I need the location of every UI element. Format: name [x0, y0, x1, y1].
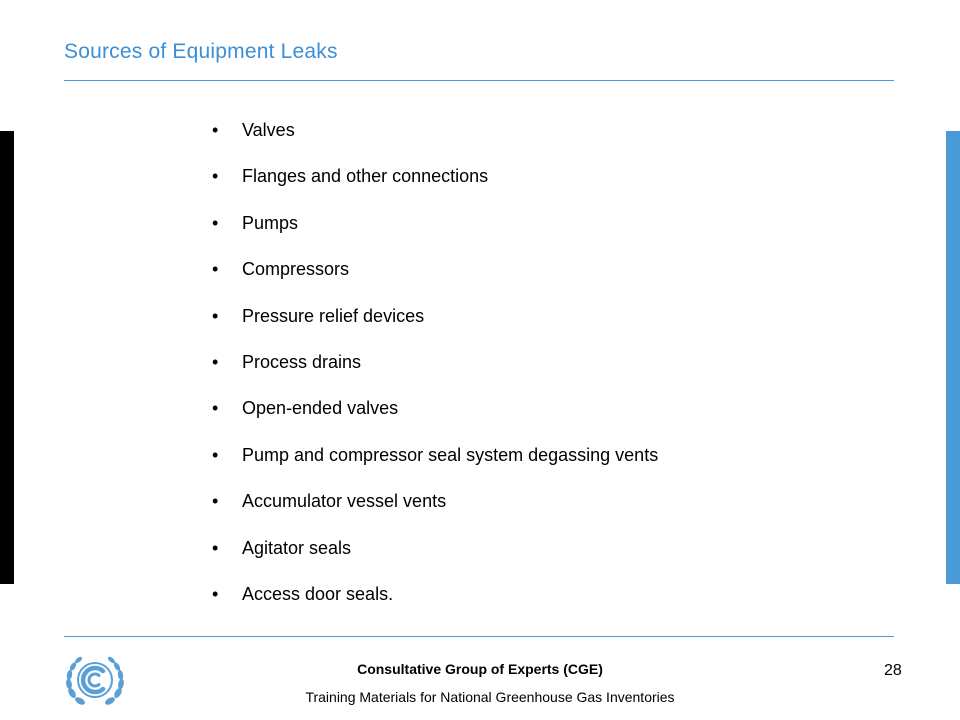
- bullet-marker: •: [212, 491, 219, 512]
- bullet-marker: •: [212, 259, 219, 280]
- list-item: [212, 582, 658, 628]
- list-item-text: Pump and compressor seal system degassing vents: [242, 444, 659, 465]
- list-item-text: Access door seals.: [242, 583, 394, 604]
- page-number: 28: [884, 662, 902, 679]
- list-item-text: Valves: [242, 120, 295, 140]
- bullet-marker: •: [212, 212, 219, 233]
- bullet-marker: •: [212, 351, 219, 372]
- list-item-text: Process drains: [242, 351, 362, 372]
- right-accent-bar: [946, 131, 960, 584]
- list-item: [212, 304, 658, 350]
- list-item-text: Pumps: [242, 212, 299, 233]
- bullet-marker: •: [212, 120, 219, 140]
- list-item: [212, 536, 658, 582]
- list-item-text: Pressure relief devices: [242, 305, 425, 326]
- slide-title: Sources of Equipment Leaks: [64, 40, 338, 63]
- list-item: [212, 211, 658, 257]
- list-item: [212, 489, 658, 535]
- list-item: [212, 164, 658, 210]
- bullet-marker: •: [212, 305, 219, 326]
- bullet-marker: •: [212, 398, 219, 419]
- bullet-marker: •: [212, 444, 219, 465]
- left-accent-bar: [0, 131, 14, 584]
- list-item: [212, 443, 658, 489]
- list-item: [212, 118, 658, 164]
- footer-divider: [64, 636, 894, 637]
- bullet-list: [212, 118, 658, 628]
- bullet-marker: •: [212, 537, 219, 558]
- list-item-text: Compressors: [242, 259, 350, 280]
- list-item-text: Agitator seals: [242, 537, 352, 558]
- list-item-text: Flanges and other connections: [242, 166, 489, 187]
- bullet-marker: •: [212, 166, 219, 187]
- list-item-text: Open-ended valves: [242, 398, 399, 419]
- list-item: [212, 257, 658, 303]
- list-item-text: Accumulator vessel vents: [242, 491, 447, 512]
- footer-subtitle: Training Materials for National Greenhouse Gas Inventories: [305, 689, 675, 705]
- list-item: [212, 396, 658, 442]
- title-divider: [64, 80, 894, 81]
- list-item: [212, 350, 658, 396]
- bullet-marker: •: [212, 583, 219, 604]
- footer-organization: Consultative Group of Experts (CGE): [357, 661, 603, 677]
